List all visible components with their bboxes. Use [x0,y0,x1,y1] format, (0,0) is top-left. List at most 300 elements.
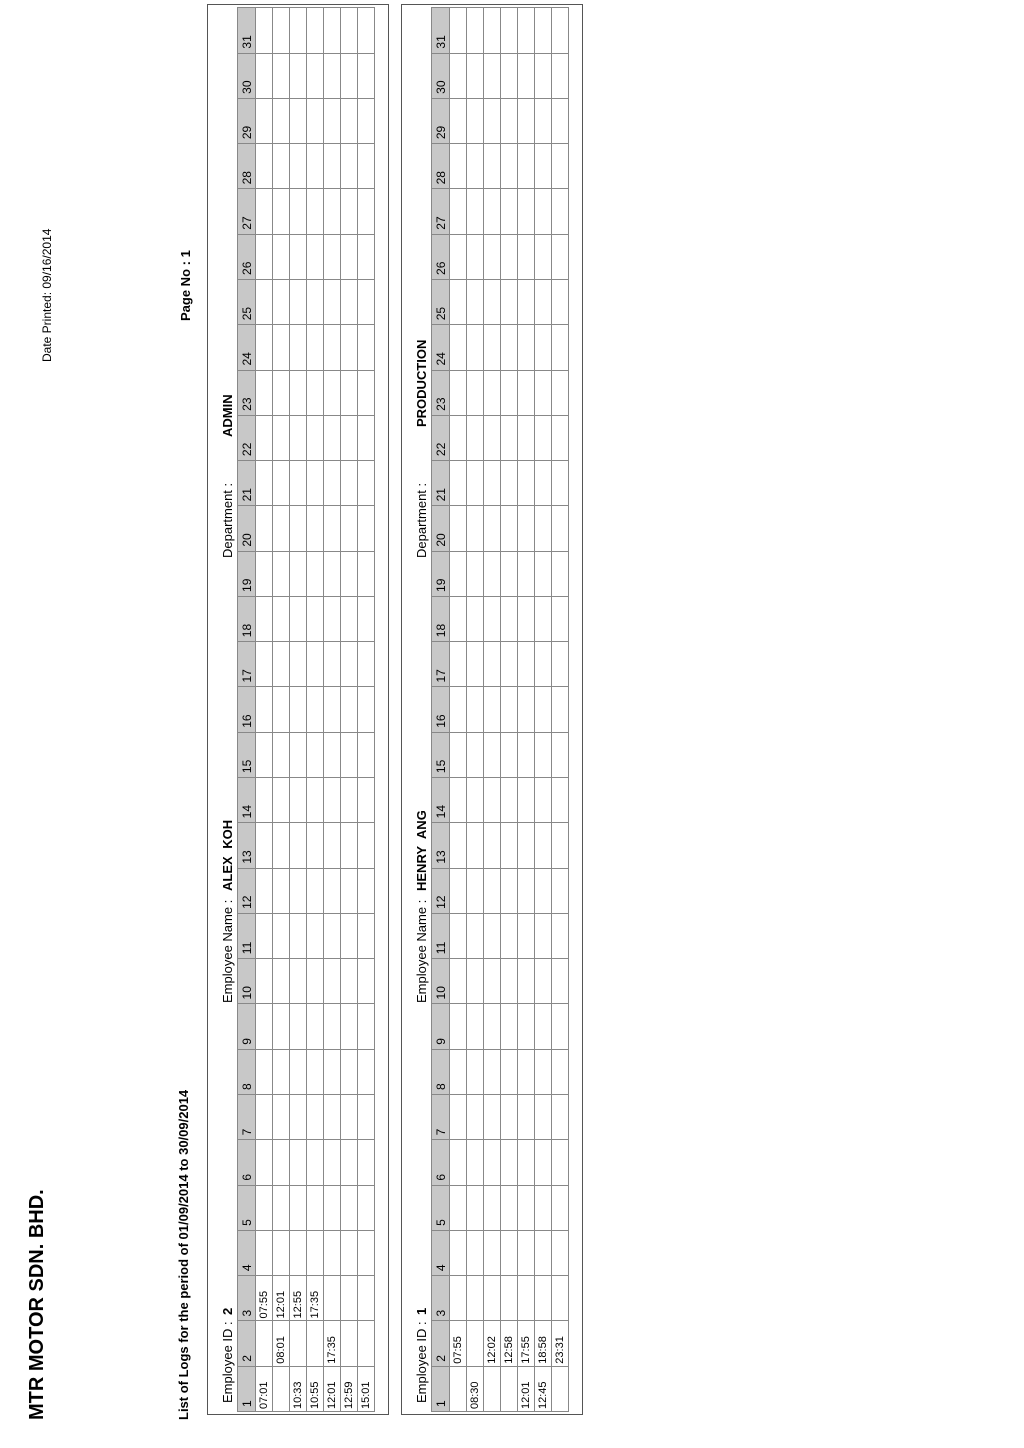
log-cell [290,461,307,506]
log-cell [358,642,375,687]
log-cell [450,279,467,324]
employee-name-label: Employee Name : [220,899,235,1003]
log-cell: 07:55 [256,1276,273,1321]
log-cell [467,1276,484,1321]
log-cell [256,732,273,777]
log-cell [341,415,358,460]
log-cell [290,823,307,868]
log-cell [535,913,552,958]
log-cell [518,144,535,189]
log-cell [324,732,341,777]
log-cell [307,1230,324,1275]
log-cell [341,1004,358,1049]
log-cell [518,687,535,732]
day-header: 30 [238,53,256,98]
table-row [535,8,552,1412]
log-cell [501,370,518,415]
log-cell [341,279,358,324]
log-cell [467,370,484,415]
day-header: 30 [432,53,450,98]
log-cell: 12:02 [484,1321,501,1366]
log-cell [518,596,535,641]
log-cell [307,642,324,687]
log-cell [450,551,467,596]
log-cell [535,234,552,279]
day-header: 27 [238,189,256,234]
log-cell [552,1366,569,1411]
log-cell [501,732,518,777]
log-cell [535,8,552,54]
log-cell [450,687,467,732]
log-cell [290,959,307,1004]
log-cell [290,144,307,189]
employee-id-value: 1 [414,1307,429,1315]
log-cell [450,53,467,98]
log-cell [273,959,290,1004]
log-cell [484,189,501,234]
log-cell [273,325,290,370]
log-cell [256,596,273,641]
log-cell [273,189,290,234]
log-cell [341,1321,358,1366]
log-cell [484,1366,501,1411]
log-cell [484,461,501,506]
log-cell: 12:59 [341,1366,358,1411]
log-cell [273,506,290,551]
log-cell [484,596,501,641]
log-cell [484,1185,501,1230]
log-cell [484,1276,501,1321]
log-cell [324,1049,341,1094]
log-cell [552,959,569,1004]
table-row [358,8,375,1412]
log-cell [256,1321,273,1366]
day-header: 6 [238,1140,256,1185]
log-cell [307,189,324,234]
log-cell [273,234,290,279]
log-cell [484,868,501,913]
log-cell [535,144,552,189]
log-cell [501,8,518,54]
log-cell: 10:55 [307,1366,324,1411]
log-cell [290,1140,307,1185]
log-cell [358,913,375,958]
log-cell [467,596,484,641]
day-header: 13 [432,823,450,868]
log-cell [484,325,501,370]
day-header: 27 [432,189,450,234]
log-cell [273,596,290,641]
day-header: 31 [238,8,256,54]
log-cell [290,1230,307,1275]
log-cell [535,1004,552,1049]
log-cell [467,98,484,143]
log-cell [324,1004,341,1049]
log-cell [552,1185,569,1230]
log-cell [324,1230,341,1275]
log-cell [256,234,273,279]
log-cell [256,1185,273,1230]
log-cell [467,732,484,777]
table-row [484,8,501,1412]
log-cell [535,1230,552,1275]
log-cell [518,8,535,54]
log-cell [552,415,569,460]
log-cell [501,234,518,279]
log-cell [256,53,273,98]
log-cell [552,506,569,551]
day-header: 11 [238,913,256,958]
log-cell [307,461,324,506]
log-cell: 12:01 [324,1366,341,1411]
day-header: 15 [238,732,256,777]
log-cell [535,461,552,506]
day-header: 23 [432,370,450,415]
day-header: 31 [432,8,450,54]
log-cell [307,98,324,143]
log-cell [484,144,501,189]
log-cell [535,596,552,641]
log-cell [450,1230,467,1275]
log-cell [324,506,341,551]
log-cell [535,687,552,732]
log-cell [307,868,324,913]
log-cell [290,370,307,415]
log-cell: 08:30 [467,1366,484,1411]
log-cell [467,53,484,98]
log-cell [307,415,324,460]
day-header: 9 [432,1004,450,1049]
log-cell [518,823,535,868]
log-cell [484,913,501,958]
day-header: 4 [432,1230,450,1275]
log-cell [358,415,375,460]
day-header: 13 [238,823,256,868]
log-cell [552,1049,569,1094]
log-cell [501,1004,518,1049]
log-cell [450,415,467,460]
log-cell [341,98,358,143]
department-value: ADMIN [220,394,235,437]
log-cell [256,279,273,324]
day-header: 3 [432,1276,450,1321]
log-cell [273,1049,290,1094]
log-cell: 12:45 [535,1366,552,1411]
log-cell [518,1230,535,1275]
log-cell [552,868,569,913]
log-cell [256,8,273,54]
day-header: 9 [238,1004,256,1049]
log-cell [450,189,467,234]
log-cell [518,732,535,777]
log-cell [467,279,484,324]
log-cell [501,1049,518,1094]
log-cell [518,1185,535,1230]
log-cell [341,144,358,189]
log-cell [552,551,569,596]
log-cell [484,1049,501,1094]
log-cell [467,144,484,189]
log-cell [324,8,341,54]
day-header: 1 [238,1366,256,1411]
log-cell [341,1049,358,1094]
log-cell [307,551,324,596]
log-cell [450,868,467,913]
log-cell [273,913,290,958]
log-cell: 12:01 [518,1366,535,1411]
log-cell [341,370,358,415]
log-cell [484,778,501,823]
log-cell [324,1185,341,1230]
day-header: 19 [432,551,450,596]
log-cell [290,596,307,641]
day-header: 14 [238,778,256,823]
log-cell [450,1276,467,1321]
log-cell [484,370,501,415]
log-cell [501,1185,518,1230]
log-cell [341,234,358,279]
day-header: 26 [238,234,256,279]
day-header: 28 [238,144,256,189]
log-cell [273,144,290,189]
log-cell [358,189,375,234]
log-cell [256,1004,273,1049]
log-cell [256,461,273,506]
log-cell: 12:58 [501,1321,518,1366]
log-cell [552,687,569,732]
log-cell [341,1276,358,1321]
log-cell [307,1049,324,1094]
log-cell [256,1095,273,1140]
log-cell [307,596,324,641]
log-cell [358,1049,375,1094]
log-cell [450,778,467,823]
log-cell [256,823,273,868]
log-cell [552,144,569,189]
log-cell [358,823,375,868]
log-cell [358,144,375,189]
log-cell [307,325,324,370]
log-cell [552,234,569,279]
log-cell [535,732,552,777]
log-cell [358,1140,375,1185]
log-cell [290,868,307,913]
log-cell [450,98,467,143]
day-header: 25 [238,279,256,324]
log-cell [324,144,341,189]
log-cell [341,913,358,958]
log-cell [535,325,552,370]
day-header: 24 [238,325,256,370]
log-cell [552,370,569,415]
log-cell [450,506,467,551]
log-cell [484,1230,501,1275]
employee-id-label: Employee ID : [220,1321,235,1403]
log-cell [518,325,535,370]
log-cell [307,778,324,823]
log-cell [341,8,358,54]
day-header: 16 [238,687,256,732]
log-cell [450,1004,467,1049]
table-row [324,8,341,1412]
log-cell [256,959,273,1004]
day-header: 3 [238,1276,256,1321]
log-cell [358,1004,375,1049]
log-cell [341,868,358,913]
log-cell [290,1095,307,1140]
log-cell [358,506,375,551]
log-cell: 12:01 [273,1276,290,1321]
log-cell [467,1230,484,1275]
employee-id-value: 2 [220,1307,235,1315]
log-cell [256,913,273,958]
log-cell [290,8,307,54]
log-cell [518,53,535,98]
log-cell [324,913,341,958]
day-header: 22 [238,415,256,460]
log-cell [256,144,273,189]
log-cell: 12:55 [290,1276,307,1321]
log-cell [467,868,484,913]
table-row [273,8,290,1412]
log-cell [324,959,341,1004]
log-cell [341,325,358,370]
log-cell [290,506,307,551]
day-header: 25 [432,279,450,324]
log-cell [484,823,501,868]
log-cell [273,8,290,54]
log-cell [358,868,375,913]
day-header: 4 [238,1230,256,1275]
log-table [237,7,375,1412]
log-cell [518,913,535,958]
log-cell [484,1004,501,1049]
log-cell [501,1140,518,1185]
log-cell [450,8,467,54]
log-cell [273,732,290,777]
log-cell [552,642,569,687]
day-header: 6 [432,1140,450,1185]
log-cell [273,1366,290,1411]
log-cell [290,687,307,732]
employee-info [207,2,237,1415]
table-row [256,8,273,1412]
log-cell [484,1095,501,1140]
day-header: 10 [432,959,450,1004]
log-cell [518,1095,535,1140]
table-row [341,8,358,1412]
log-cell [307,144,324,189]
day-header: 12 [432,868,450,913]
log-cell [307,506,324,551]
log-cell [307,732,324,777]
log-cell [273,1185,290,1230]
log-cell [273,415,290,460]
log-cell [290,279,307,324]
log-cell [450,1140,467,1185]
log-cell [467,687,484,732]
log-cell [552,189,569,234]
log-cell [535,189,552,234]
log-cell [273,370,290,415]
log-cell [484,98,501,143]
log-cell [307,1004,324,1049]
log-cell [518,279,535,324]
log-cell [324,1095,341,1140]
department-label: Department : [414,482,429,558]
log-cell [290,53,307,98]
log-cell [324,461,341,506]
log-cell [358,1321,375,1366]
table-row [518,8,535,1412]
log-cell [501,189,518,234]
table-row [290,8,307,1412]
log-cell [341,189,358,234]
log-cell [467,415,484,460]
log-cell [467,1185,484,1230]
log-cell [341,642,358,687]
log-cell [501,461,518,506]
log-cell [324,868,341,913]
log-cell: 17:55 [518,1321,535,1366]
employee-name-value: HENRY ANG [414,810,429,891]
log-cell [307,53,324,98]
log-cell [518,1004,535,1049]
log-cell [341,596,358,641]
log-cell [535,823,552,868]
log-cell [484,506,501,551]
department-value: PRODUCTION [414,339,429,427]
log-cell [358,1276,375,1321]
log-cell [324,1140,341,1185]
log-cell [341,778,358,823]
employee-id-label: Employee ID : [414,1321,429,1403]
log-cell [518,415,535,460]
log-cell [467,959,484,1004]
log-cell: 17:35 [324,1321,341,1366]
log-cell [552,1140,569,1185]
log-cell [501,279,518,324]
log-cell [324,596,341,641]
log-cell [484,1140,501,1185]
day-header: 16 [432,687,450,732]
log-cell [273,461,290,506]
log-cell [358,1230,375,1275]
log-cell [256,506,273,551]
log-cell [450,1095,467,1140]
log-cell [324,551,341,596]
log-cell [256,370,273,415]
log-cell [290,778,307,823]
employee-name-value: ALEX KOH [220,819,235,891]
log-cell [552,1276,569,1321]
log-cell [341,551,358,596]
log-cell [450,913,467,958]
log-cell [273,1095,290,1140]
log-cell [290,913,307,958]
log-cell [358,98,375,143]
log-cell [341,1140,358,1185]
day-header: 29 [432,98,450,143]
log-cell [450,1049,467,1094]
day-header: 11 [432,913,450,958]
log-cell [501,1366,518,1411]
log-cell [552,53,569,98]
log-cell [552,8,569,54]
log-cell [307,1185,324,1230]
log-cell: 07:01 [256,1366,273,1411]
log-cell [535,642,552,687]
